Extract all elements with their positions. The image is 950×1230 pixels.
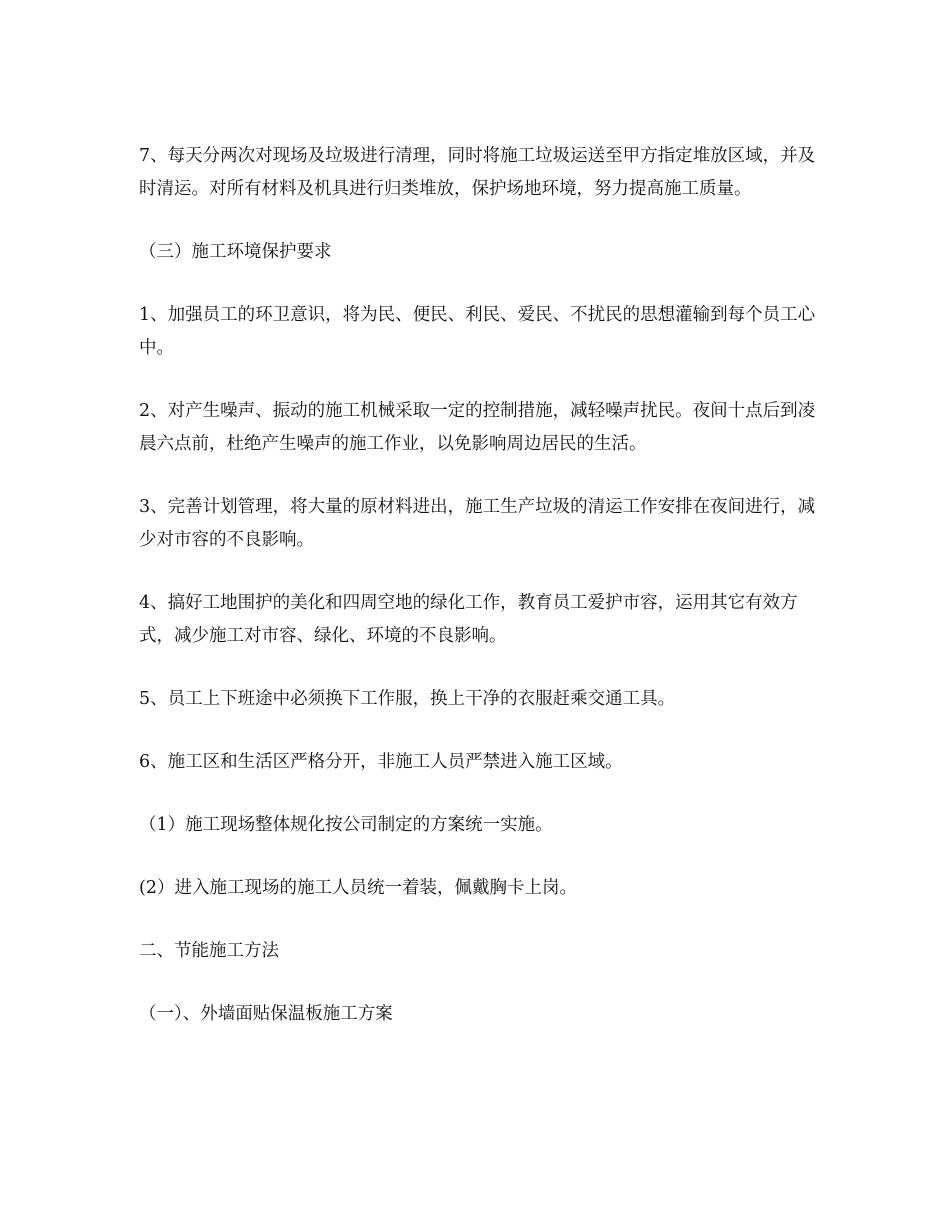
section-heading-energy: 二、节能施工方法 <box>139 941 279 961</box>
paragraph-cleanup: 7、每天分两次对现场及垃圾进行清理，同时将施工垃圾运送至甲方指定堆放区域，并及时清运。对所有材料及机具进行归类堆放，保护场地环境，努力提高施工质量。 <box>139 146 816 199</box>
paragraph-uniform: (2）进入施工现场的施工人员统一着装，佩戴胸卡上岗。 <box>139 878 577 898</box>
paragraph-site-plan: （1）施工现场整体规化按公司制定的方案统一实施。 <box>139 815 553 835</box>
paragraph-awareness: 1、加强员工的环卫意识，将为民、便民、利民、爱民、不扰民的思想灌输到每个员工心中。 <box>139 305 816 358</box>
subsection-heading-insulation: （一）、外墙面贴保温板施工方案 <box>139 1004 393 1024</box>
paragraph-greening: 4、搞好工地围护的美化和四周空地的绿化工作，教育员工爱护市容，运用其它有效方式，减少施工对市容、绿化、环境的不良影响。 <box>139 593 798 646</box>
paragraph-noise: 2、对产生噪声、振动的施工机械采取一定的控制措施，减轻噪声扰民。夜间十点后到凌晨六点前，杜绝产生噪声的施工作业，以免影响周边居民的生活。 <box>139 401 816 454</box>
section-heading-environment: （三）施工环境保护要求 <box>139 242 332 262</box>
paragraph-zoning: 6、施工区和生活区严格分开，非施工人员严禁进入施工区域。 <box>139 752 623 772</box>
paragraph-planning: 3、完善计划管理，将大量的原材料进出，施工生产垃圾的清运工作安排在夜间进行，减少对市容的不良影响。 <box>139 497 816 550</box>
paragraph-workwear: 5、员工上下班途中必须换下工作服，换上干净的衣服赶乘交通工具。 <box>139 689 676 709</box>
document-body <box>139 140 819 1061</box>
